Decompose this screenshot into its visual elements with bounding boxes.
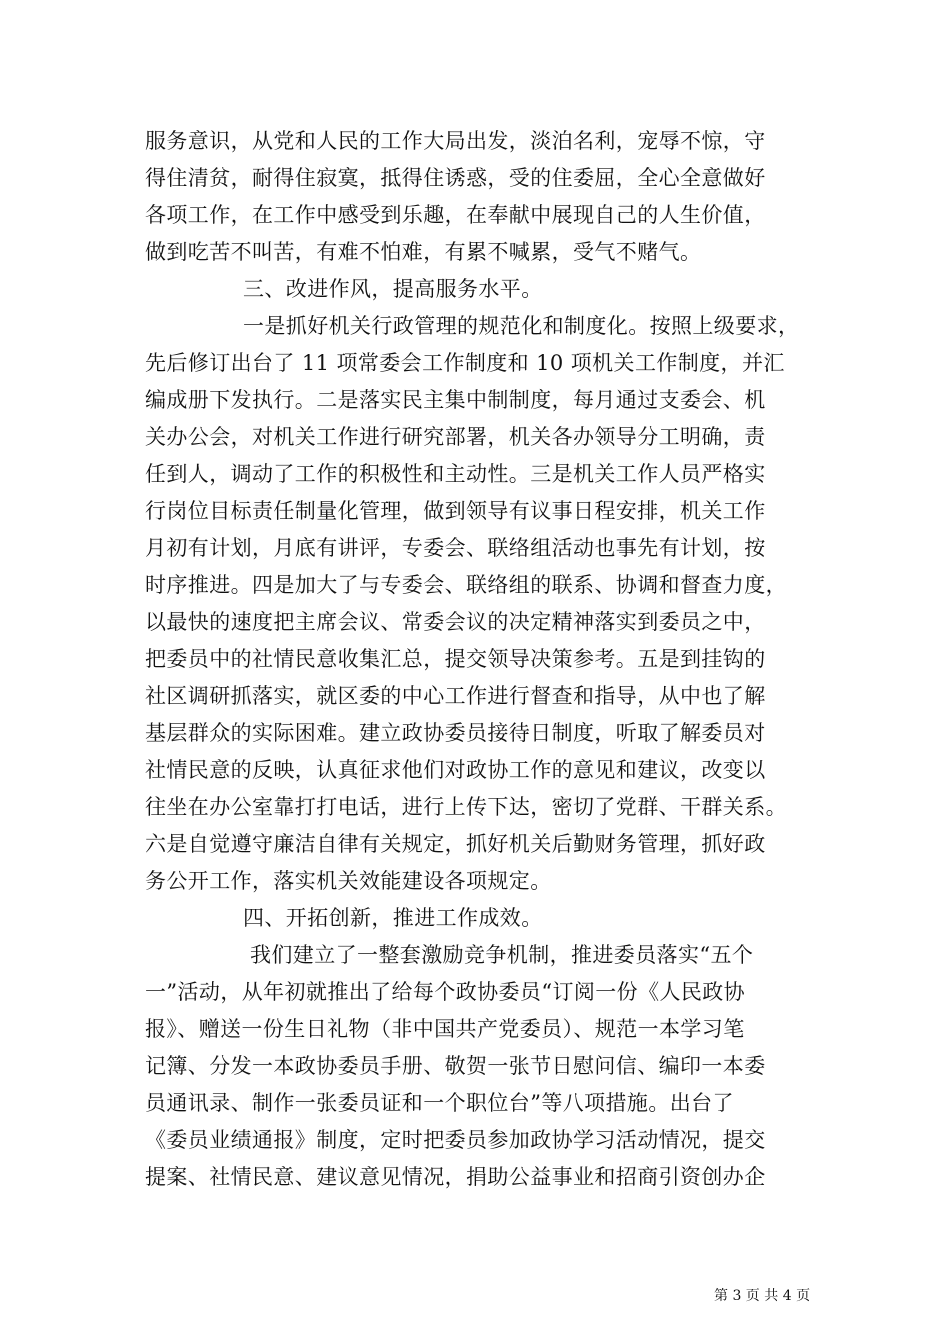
text-line: 提案、社情民意、建议意见情况，捐助公益事业和招商引资创办企 xyxy=(145,1165,766,1189)
section-heading: 四、开拓创新，推进工作成效。 xyxy=(243,906,543,930)
text-line: 记簿、分发一本政协委员手册、敬贺一张节日慰问信、编印一本委 xyxy=(145,1054,766,1078)
section-heading: 三、改进作风，提高服务水平。 xyxy=(243,277,543,301)
text-line: 编成册下发执行。二是落实民主集中制制度，每月通过支委会、机 xyxy=(145,388,766,412)
text-line: 把委员中的社情民意收集汇总，提交领导决策参考。五是到挂钩的 xyxy=(145,647,766,671)
text-line: 各项工作，在工作中感受到乐趣，在奉献中展现自己的人生价值， xyxy=(145,203,766,227)
text-line: 时序推进。四是加大了与专委会、联络组的联系、协调和督查力度， xyxy=(145,573,787,597)
text-line: 务公开工作，落实机关效能建设各项规定。 xyxy=(145,869,552,893)
text-line: 社情民意的反映，认真征求他们对政协工作的意见和建议，改变以 xyxy=(145,758,766,782)
text-line: 员通讯录、制作一张委员证和一个职位台”等八项措施。出台了 xyxy=(145,1091,734,1115)
text-line: 服务意识，从党和人民的工作大局出发，淡泊名利，宠辱不惊，守 xyxy=(145,129,766,153)
text-line: 我们建立了一整套激励竞争机制，推进委员落实“五个 xyxy=(250,943,754,967)
text-line: 先后修订出台了 11 项常委会工作制度和 10 项机关工作制度，并汇 xyxy=(145,351,785,375)
text-line: 社区调研抓落实，就区委的中心工作进行督查和指导，从中也了解 xyxy=(145,684,766,708)
text-line: 关办公会，对机关工作进行研究部署，机关各办领导分工明确，责 xyxy=(145,425,766,449)
text-line: 任到人，调动了工作的积极性和主动性。三是机关工作人员严格实 xyxy=(145,462,766,486)
text-line: 基层群众的实际困难。建立政协委员接待日制度，听取了解委员对 xyxy=(145,721,766,745)
text-line: 一”活动，从年初就推出了给每个政协委员“订阅一份《人民政协 xyxy=(145,980,746,1004)
text-line: 报》、赠送一份生日礼物（非中国共产党委员）、规范一本学习笔 xyxy=(145,1017,745,1041)
text-line: 一是抓好机关行政管理的规范化和制度化。按照上级要求， xyxy=(243,314,800,338)
text-line: 得住清贫，耐得住寂寞，抵得住诱惑，受的住委屈，全心全意做好 xyxy=(145,166,766,190)
page-number-footer: 第 3 页 共 4 页 xyxy=(714,1288,811,1304)
text-line: 往坐在办公室靠打打电话，进行上传下达，密切了党群、干群关系。 xyxy=(145,795,787,819)
text-line: 以最快的速度把主席会议、常委会议的决定精神落实到委员之中， xyxy=(145,610,766,634)
text-line: 月初有计划，月底有讲评，专委会、联络组活动也事先有计划，按 xyxy=(145,536,766,560)
text-line: 行岗位目标责任制量化管理，做到领导有议事日程安排，机关工作 xyxy=(145,499,766,523)
text-line: 《委员业绩通报》制度，定时把委员参加政协学习活动情况，提交 xyxy=(145,1128,766,1152)
text-line: 做到吃苦不叫苦，有难不怕难，有累不喊累，受气不赌气。 xyxy=(145,240,702,264)
text-line: 六是自觉遵守廉洁自律有关规定，抓好机关后勤财务管理，抓好政 xyxy=(145,832,766,856)
